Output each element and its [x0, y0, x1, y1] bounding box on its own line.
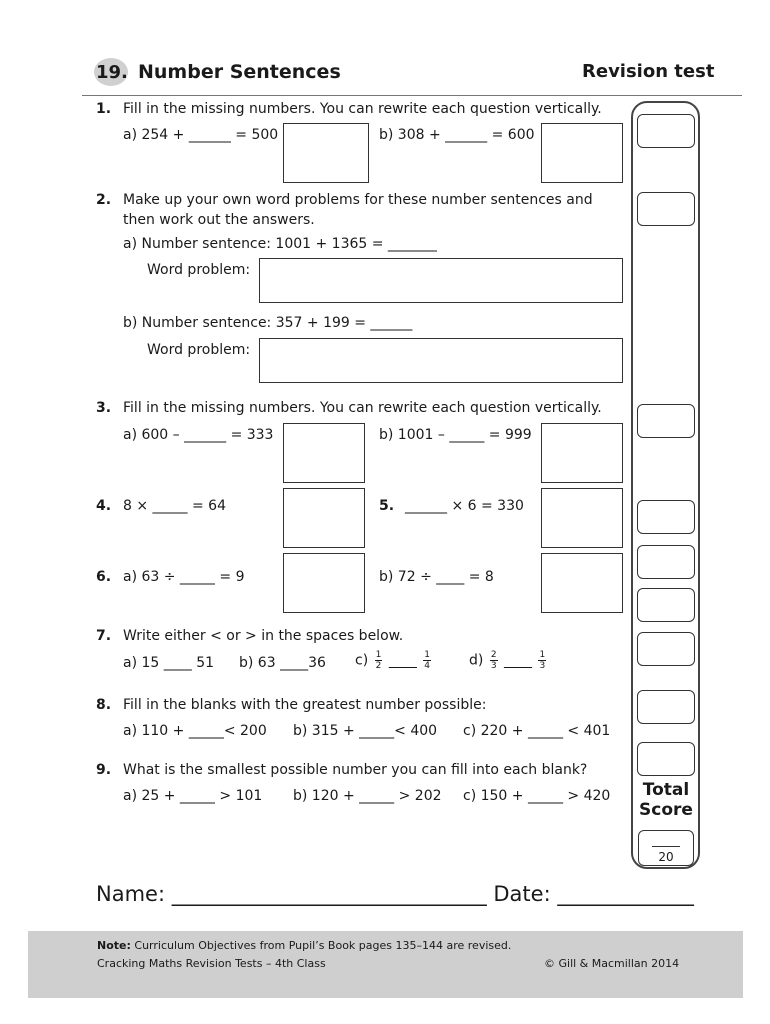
q7-text: Write either < or > in the spaces below. — [123, 628, 404, 644]
q5-text: ______ × 6 = 330 — [405, 498, 524, 514]
score-box-7[interactable] — [637, 632, 695, 666]
q4-number: 4. — [96, 498, 112, 514]
q3a-work-box[interactable] — [283, 423, 365, 483]
fraction-denominator: 3 — [490, 661, 497, 671]
fraction-denominator: 3 — [539, 661, 546, 671]
q6-number: 6. — [96, 569, 112, 585]
q1a-text: a) 254 + ______ = 500 — [123, 127, 279, 143]
q1b-text: b) 308 + ______ = 600 — [379, 127, 535, 143]
q7c-blank: ____ — [388, 652, 417, 669]
header-rule — [82, 95, 742, 96]
q9b-text: b) 120 + _____ > 202 — [293, 788, 442, 804]
footer-note-label: Note: — [97, 939, 131, 952]
score-box-5[interactable] — [637, 545, 695, 579]
q7b-text: b) 63 ____36 — [239, 655, 326, 671]
page-title: Number Sentences — [138, 61, 341, 83]
q5-work-box[interactable] — [541, 488, 623, 548]
q2a-sentence: a) Number sentence: 1001 + 1365 = _______ — [123, 236, 437, 252]
q5-number: 5. — [379, 498, 395, 514]
q7c-label: c) — [355, 652, 369, 669]
q2b-word-problem-box[interactable] — [259, 338, 623, 383]
score-box-8[interactable] — [637, 690, 695, 724]
q7d-fraction-2 — [538, 650, 546, 671]
q6a-text: a) 63 ÷ _____ = 9 — [123, 569, 245, 585]
q3b-text: b) 1001 – _____ = 999 — [379, 427, 532, 443]
fraction-numerator: 1 — [424, 650, 430, 660]
q1a-work-box[interactable] — [283, 123, 369, 183]
q1-number: 1. — [96, 101, 112, 117]
score-box-1[interactable] — [637, 114, 695, 148]
q9a-text: a) 25 + _____ > 101 — [123, 788, 263, 804]
q8-text: Fill in the blanks with the greatest number possible: — [123, 697, 487, 713]
score-box-4[interactable] — [637, 500, 695, 534]
q7d-label: d) — [469, 652, 484, 669]
q8a-text: a) 110 + _____< 200 — [123, 723, 267, 739]
score-box-2[interactable] — [637, 192, 695, 226]
q1b-work-box[interactable] — [541, 123, 623, 183]
q7c-fraction-2 — [423, 650, 431, 671]
q7a-text: a) 15 ____ 51 — [123, 655, 215, 671]
footer-copyright: © Gill & Macmillan 2014 — [544, 957, 680, 970]
q2b-word-problem-label: Word problem: — [147, 342, 251, 358]
q6a-work-box[interactable] — [283, 553, 365, 613]
fraction-denominator: 4 — [424, 661, 430, 671]
total-score-denominator: 20 — [658, 850, 674, 864]
fraction-numerator: 1 — [375, 650, 382, 660]
q3a-text: a) 600 – ______ = 333 — [123, 427, 274, 443]
q2a-word-problem-label: Word problem: — [147, 262, 251, 278]
footer-series: Cracking Maths Revision Tests – 4th Class — [97, 957, 326, 970]
q9-number: 9. — [96, 762, 112, 778]
q4-work-box[interactable] — [283, 488, 365, 548]
q7c-fraction-1 — [375, 650, 383, 671]
q9c-text: c) 150 + _____ > 420 — [463, 788, 611, 804]
q2-text-line2: then work out the answers. — [123, 212, 315, 228]
q9-text: What is the smallest possible number you can fill into each blank? — [123, 762, 588, 778]
q8c-text: c) 220 + _____ < 401 — [463, 723, 611, 739]
q6b-text: b) 72 ÷ ____ = 8 — [379, 569, 494, 585]
name-date-line[interactable]: Name: ______________________________ Date: _____________ — [96, 882, 694, 906]
q2b-sentence: b) Number sentence: 357 + 199 = ______ — [123, 315, 413, 331]
q3-text: Fill in the missing numbers. You can rewrite each question vertically. — [123, 400, 602, 416]
q6b-work-box[interactable] — [541, 553, 623, 613]
fraction-denominator: 2 — [375, 661, 382, 671]
q2-number: 2. — [96, 192, 112, 208]
footer-note — [97, 939, 511, 952]
q1-text: Fill in the missing numbers. You can rewrite each question vertically. — [123, 101, 602, 117]
score-box-3[interactable] — [637, 404, 695, 438]
q2a-word-problem-box[interactable] — [259, 258, 623, 303]
q7c-text — [355, 650, 433, 671]
score-label: Score — [639, 800, 693, 820]
q7-number: 7. — [96, 628, 112, 644]
q8b-text: b) 315 + _____< 400 — [293, 723, 438, 739]
q3-number: 3. — [96, 400, 112, 416]
fraction-numerator: 1 — [539, 650, 546, 660]
q3b-work-box[interactable] — [541, 423, 623, 483]
q8-number: 8. — [96, 697, 112, 713]
q7d-blank: ____ — [504, 652, 532, 669]
q4-text: 8 × _____ = 64 — [123, 498, 226, 514]
score-box-6[interactable] — [637, 588, 695, 622]
q7d-text — [469, 650, 548, 671]
q7d-fraction-1 — [490, 650, 498, 671]
total-label: Total — [642, 780, 690, 800]
test-label: Revision test — [582, 61, 715, 82]
score-box-9[interactable] — [637, 742, 695, 776]
section-number: 19. — [96, 62, 128, 83]
total-score-label — [632, 780, 700, 820]
q2-text-line1: Make up your own word problems for these number sentences and — [123, 192, 593, 208]
total-score-line — [652, 846, 680, 847]
footer-note-text: Curriculum Objectives from Pupil’s Book pages 135–144 are revised. — [130, 939, 512, 952]
fraction-numerator: 2 — [490, 650, 497, 660]
